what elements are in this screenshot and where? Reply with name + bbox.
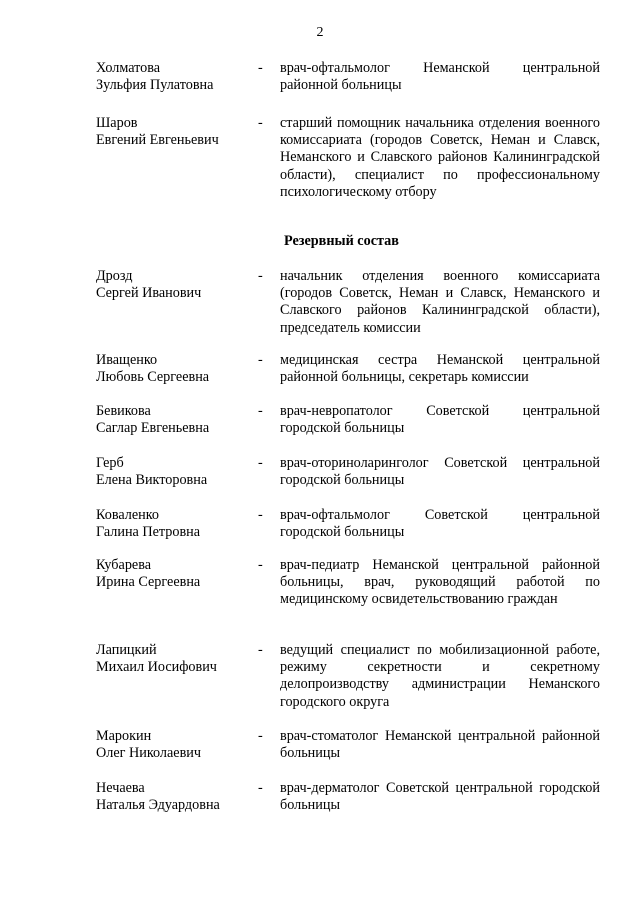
member-description: врач-офтальмолог Советской центральной городской больницы [280, 507, 600, 541]
dash-separator: - [258, 780, 263, 796]
member-description: врач-стоматолог Неманской центральной районной больницы [280, 728, 600, 762]
member-name [96, 557, 256, 591]
member-last-name: Лапицкий [96, 642, 157, 658]
member-given-names: Михаил Иосифович [96, 659, 217, 676]
member-given-names: Ирина Сергеевна [96, 574, 201, 591]
member-given-names: Зульфия Пулатовна [96, 77, 214, 94]
member-name [96, 60, 256, 94]
member-description: старший помощник начальника отделения военного комиссариата (городов Советск, Неман и Славск, Неманского и Славского районов Калининградской области), специалист по профессиональному психологическому отбору [280, 115, 600, 200]
member-given-names: Наталья Эдуардовна [96, 797, 220, 814]
member-name [96, 507, 256, 541]
member-last-name: Нечаева [96, 780, 145, 796]
dash-separator: - [258, 642, 263, 658]
member-description: ведущий специалист по мобилизационной работе, режиму секретности и секретному делопроизводству администрации Неманского городского округа [280, 642, 600, 710]
member-last-name: Холматова [96, 60, 161, 76]
dash-separator: - [258, 268, 263, 284]
member-description: врач-оториноларинголог Советской центральной городской больницы [280, 455, 600, 489]
member-last-name: Кубарева [96, 557, 152, 573]
page-number: 2 [316, 25, 324, 40]
member-name [96, 115, 256, 149]
dash-separator: - [258, 455, 263, 471]
dash-separator: - [258, 728, 263, 744]
member-name [96, 268, 256, 302]
member-given-names: Елена Викторовна [96, 472, 208, 489]
member-last-name: Герб [96, 455, 124, 471]
member-name [96, 780, 256, 814]
member-given-names: Евгений Евгеньевич [96, 132, 219, 149]
member-description: врач-офтальмолог Неманской центральной районной больницы [280, 60, 600, 94]
member-name [96, 352, 256, 386]
member-last-name: Шаров [96, 115, 138, 131]
member-given-names: Саглар Евгеньевна [96, 420, 210, 437]
member-given-names: Любовь Сергеевна [96, 369, 210, 386]
member-description: медицинская сестра Неманской центральной районной больницы, секретарь комиссии [280, 352, 600, 386]
reserve-heading: Резервный состав [284, 233, 399, 249]
dash-separator: - [258, 507, 263, 523]
member-given-names: Сергей Иванович [96, 285, 202, 302]
dash-separator: - [258, 60, 263, 76]
member-description: врач-педиатр Неманской центральной районной больницы, врач, руководящий работой по медицинскому освидетельствованию граждан [280, 557, 600, 608]
member-last-name: Дрозд [96, 268, 133, 284]
dash-separator: - [258, 352, 263, 368]
member-last-name: Коваленко [96, 507, 160, 523]
member-given-names: Олег Николаевич [96, 745, 202, 762]
dash-separator: - [258, 403, 263, 419]
dash-separator: - [258, 115, 263, 131]
member-given-names: Галина Петровна [96, 524, 201, 541]
member-description: начальник отделения военного комиссариата (городов Советск, Неман и Славск, Неманского и Славского районов Калининградской области), председатель комиссии [280, 268, 600, 336]
member-last-name: Бевикова [96, 403, 151, 419]
member-name [96, 455, 256, 489]
member-description: врач-невропатолог Советской центральной городской больницы [280, 403, 600, 437]
member-name [96, 642, 256, 676]
member-description: врач-дерматолог Советской центральной городской больницы [280, 780, 600, 814]
member-last-name: Иващенко [96, 352, 158, 368]
member-name [96, 403, 256, 437]
dash-separator: - [258, 557, 263, 573]
member-name [96, 728, 256, 762]
member-last-name: Марокин [96, 728, 152, 744]
